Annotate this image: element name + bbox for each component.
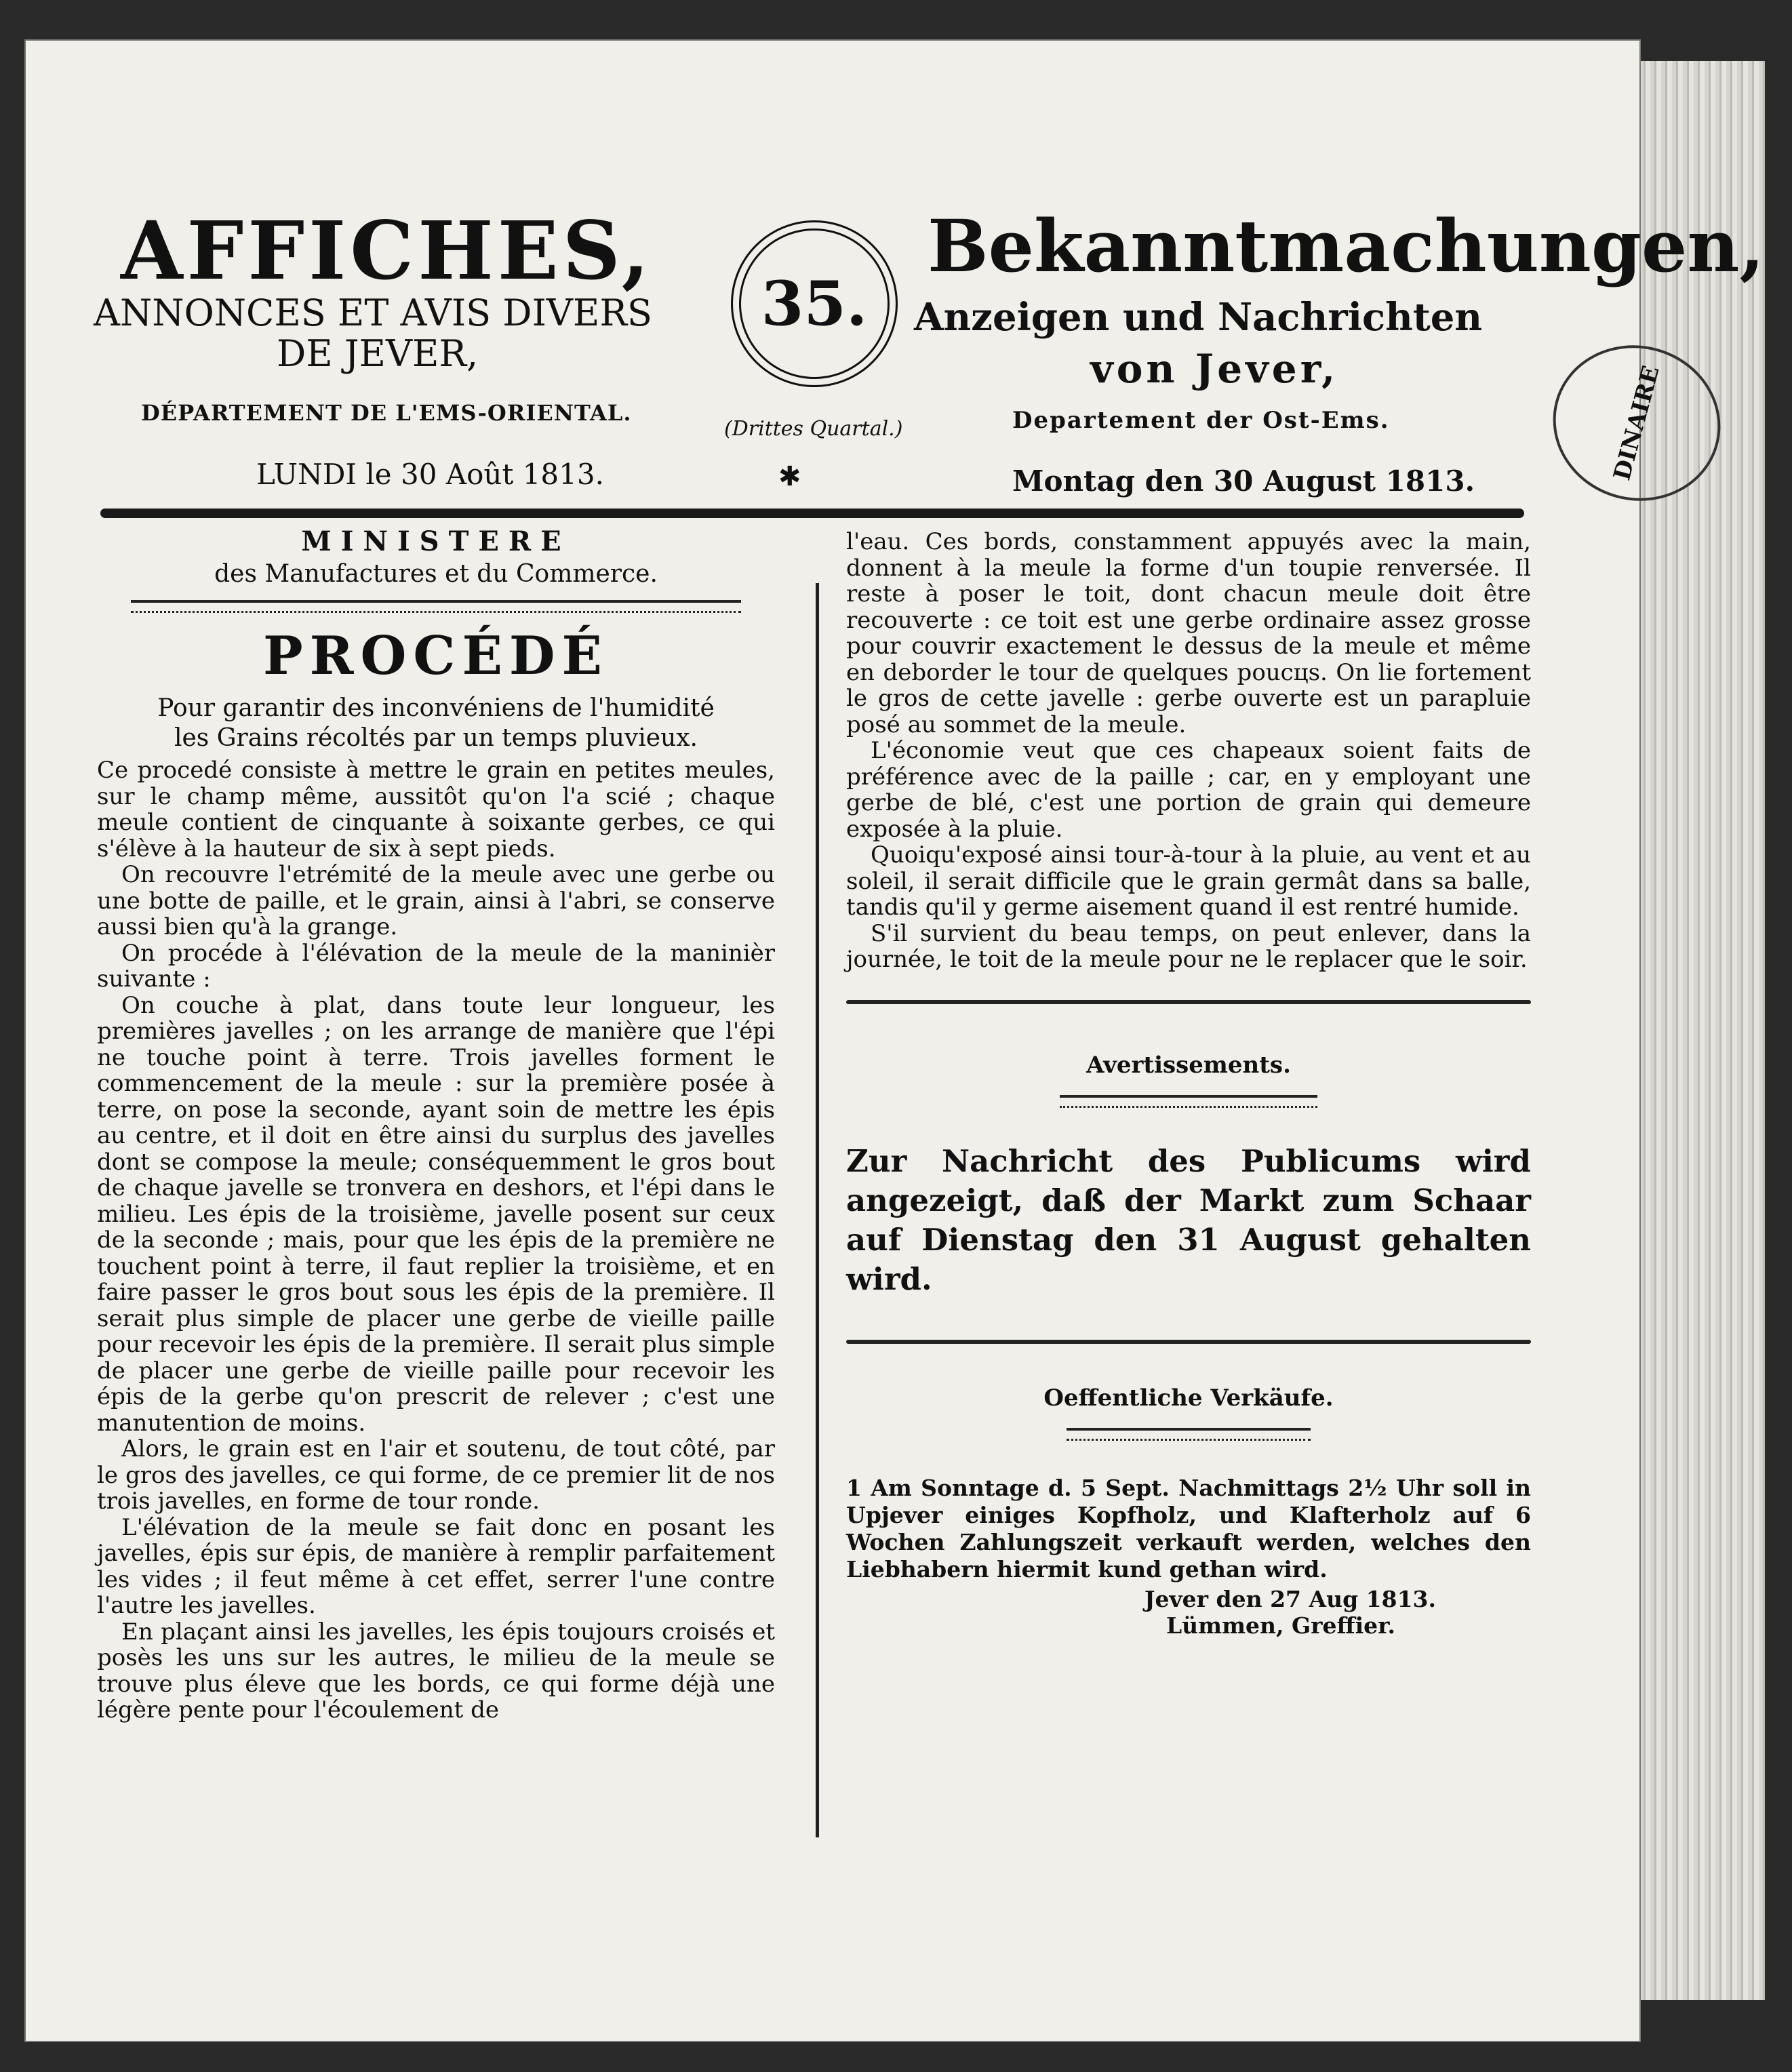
- article-heading: PROCÉDÉ: [262, 625, 610, 687]
- paragraph: On couche à plat, dans toute leur longueur, les premières javelles ; on les arrange de manière que l'épi ne touche point à terre. Trois javelles forment le commencement de la meule : sur la première posée à terre, on pose la seconde, ayant soin de mettre les épis au centre, et il doit en être ainsi du surplus des javelles dont se compose la meule; conséquemment le gros bout de chaque javelle se tronvera en deshors, et l'épi dans le milieu. Les épis de la troisième, javelle posent sur ceux de la seconde ; mais, pour que les épis de la première ne touchent point à terre, il faut replier la troisième, et en faire passer le gros bout sous les épis de la première. Il serait plus simple de placer une gerbe de vieille paille pour recevoir les épis de la première. Il serait plus simple de placer une gerbe de vieille paille pour recevoir les épis de la gerbe qu'on prescrit de relever ; c'est une manutention de moins.: [97, 991, 775, 1437]
- paragraph: On procéde à l'élévation de la meule de la maninièr suivante :: [97, 939, 775, 993]
- section-rule: [846, 1000, 1531, 1004]
- sale-signature: Lümmen, Greffier.: [1166, 1612, 1395, 1639]
- sale-text: 1 Am Sonntage d. 5 Sept. Nachmittags 2½ Uhr soll in Upjever einiges Kopfholz, und Klafterholz auf 6 Wochen Zahlungszeit verkauft werden, welches den Liebhabern hiermit kund gethan wird.: [846, 1474, 1531, 1582]
- french-place: DE JEVER,: [277, 332, 479, 375]
- paragraph: Alors, le grain est en l'air et soutenu, de tout côté, par le gros des javelles, ce qui forme, de ce premier lit de nos trois javelles, en forme de tour ronde.: [97, 1435, 775, 1515]
- section-heading-verkaeufe: Oeffentliche Verkäufe.: [1043, 1384, 1334, 1412]
- intro-line-2: les Grains récoltés par un temps pluvieux.: [174, 724, 698, 752]
- sale-announcement: [846, 1475, 1531, 1639]
- paragraph: En plaçant ainsi les javelles, les épis toujours croisés et posès les uns sur les autres, le milieu de la meule se trouve plus éleve que les bords, ce qui forme déjà une légère pente pour l'écoulement de: [97, 1618, 775, 1724]
- intro-line-1: Pour garantir des inconvéniens de l'humidité: [157, 694, 715, 722]
- french-department: DÉPARTEMENT DE L'EMS-ORIENTAL.: [141, 400, 632, 426]
- library-stamp: DINAIRE: [1536, 327, 1738, 519]
- right-column: [846, 529, 1531, 1639]
- fleuron-ornament: ✱: [778, 461, 801, 492]
- paragraph: l'eau. Ces bords, constamment appuyés avec la main, donnent à la meule la forme d'un toupie renversée. Il reste à poser le toit, dont chacun meule doit être recouverte : ce toit est une gerbe ordinaire assez grosse pour couvrir exactement le dessus de la meule et même en deborder le tour de quelques poucцs. On lie fortement le gros de cette javelle : gerbe ouverte est un parapluie posé au sommet de la meule.: [846, 528, 1531, 738]
- paragraph: S'il survient du beau temps, on peut enlever, dans la journée, le toit de la meule pour ne le replacer que le soir.: [846, 919, 1531, 973]
- wavy-rule: [1067, 1428, 1311, 1441]
- issue-number-badge: 35.: [731, 220, 898, 387]
- quarter-label: (Drittes Quartal.): [724, 417, 903, 441]
- wavy-rule: [131, 600, 741, 613]
- ministry-title: MINISTERE: [301, 525, 571, 557]
- german-title: Bekanntmachungen,: [928, 203, 1765, 288]
- section-heading-avertissements: Avertissements.: [1086, 1051, 1291, 1079]
- header-rule: [100, 509, 1524, 518]
- german-place: von Jever,: [1090, 346, 1339, 392]
- french-title: AFFICHES,: [121, 203, 654, 298]
- german-date: Montag den 30 August 1813.: [1012, 464, 1475, 498]
- newspaper-page: [26, 41, 1765, 2041]
- section-rule: [846, 1340, 1531, 1344]
- german-subtitle: Anzeigen und Nachrichten: [914, 295, 1483, 340]
- sale-place-date: Jever den 27 Aug 1813.: [1144, 1585, 1436, 1612]
- left-column: [97, 525, 775, 1724]
- french-subtitle: ANNONCES ET AVIS DIVERS: [94, 292, 653, 334]
- column-divider: [816, 583, 819, 1837]
- wavy-rule: [1060, 1095, 1317, 1108]
- german-department: Departement der Ost-Ems.: [1012, 407, 1390, 434]
- paragraph: Quoiqu'exposé ainsi tour-à-tour à la pluie, au vent et au soleil, il serait difficile que le grain germât dans sa balle, tandis qu'il y germe aisement quand il est rentré humide.: [846, 841, 1531, 921]
- paragraph: Ce procedé consiste à mettre le grain en petites meules, sur le champ même, aussitôt qu'on l'a scié ; chaque meule contient de cinquante à soixante gerbes, ce qui s'élève à la hauteur de six à sept pieds.: [97, 757, 775, 862]
- french-date: LUNDI le 30 Août 1813.: [256, 458, 604, 491]
- paragraph: L'économie veut que ces chapeaux soient faits de préférence avec de la paille ; car, en y employant une gerbe de blé, c'est une portion de grain qui demeure exposée à la pluie.: [846, 737, 1531, 843]
- paragraph: L'élévation de la meule se fait donc en posant les javelles, épis sur épis, de manière à remplir parfaitement les vides ; il feut même à cet effet, serrer l'une contre l'autre les javelles.: [97, 1513, 775, 1619]
- ministry-subtitle: des Manufactures et du Commerce.: [214, 560, 658, 588]
- market-notice: Zur Nachricht des Publicums wird angezeigt, daß der Markt zum Schaar auf Dienstag den 31 August gehalten wird.: [846, 1142, 1531, 1297]
- paragraph: On recouvre l'etrémité de la meule avec une gerbe ou une botte de paille, et le grain, ainsi à l'abri, se conserve aussi bien qu'à la grange.: [97, 861, 775, 940]
